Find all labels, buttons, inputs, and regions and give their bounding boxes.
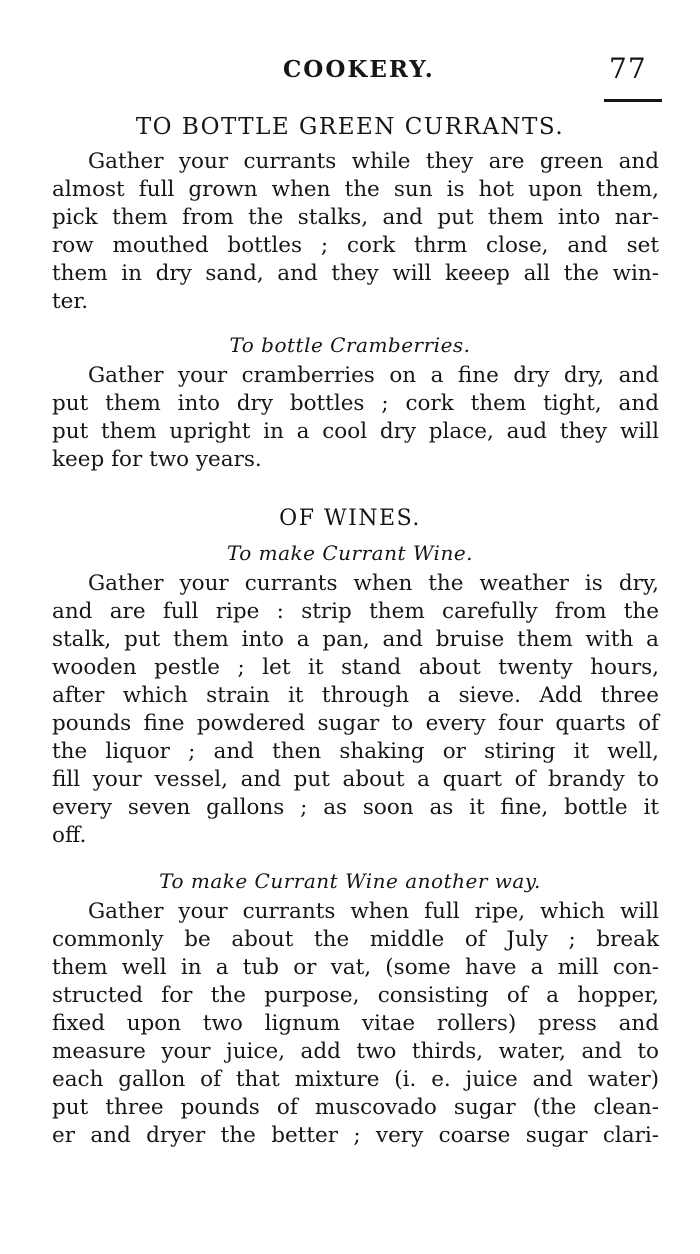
text-line: er and dryer the better ; very coarse sugar clari- <box>52 1123 659 1148</box>
text-line: every seven gallons ; as soon as it fine, bottle it <box>52 795 659 820</box>
text-line: row mouthed bottles ; cork thrm close, and set <box>52 233 659 258</box>
text-line: and are full ripe : strip them carefully from the <box>52 599 659 624</box>
text-line: off. <box>52 823 87 848</box>
subheading-currant-wine: To make Currant Wine. <box>226 541 474 565</box>
text-line: ter. <box>52 289 89 314</box>
text-line: almost full grown when the sun is hot upon them, <box>52 177 659 202</box>
text-line: fixed upon two lignum vitae rollers) press and <box>52 1011 659 1036</box>
text-line: put them into dry bottles ; cork them tight, and <box>52 391 659 416</box>
text-line: after which strain it through a sieve. Add three <box>52 683 659 708</box>
text-line: Gather your currants when full ripe, which will <box>88 899 659 924</box>
page-number: 77 <box>609 52 647 85</box>
running-title: COOKERY. <box>283 56 435 83</box>
text-line: the liquor ; and then shaking or stiring it well, <box>52 739 659 764</box>
text-line: Gather your currants while they are green and <box>88 149 659 174</box>
text-line: keep for two years. <box>52 447 262 472</box>
text-line: Gather your currants when the weather is dry, <box>88 571 659 596</box>
text-line: stalk, put them into a pan, and bruise them with a <box>52 627 659 652</box>
text-line: them in dry sand, and they will keeep all the win- <box>52 261 659 286</box>
heading-bottle-cramberries: To bottle Cramberries. <box>229 333 471 357</box>
text-line: put three pounds of muscovado sugar (the clean- <box>52 1095 659 1120</box>
text-line: structed for the purpose, consisting of a hopper, <box>52 983 659 1008</box>
header-rule <box>604 99 662 102</box>
text-line: wooden pestle ; let it stand about twenty hours, <box>52 655 659 680</box>
text-line: fill your vessel, and put about a quart of brandy to <box>52 767 659 792</box>
text-line: Gather your cramberries on a fine dry dry, and <box>88 363 659 388</box>
running-head <box>0 52 700 92</box>
heading-bottle-green-currants: TO BOTTLE GREEN CURRANTS. <box>135 114 565 140</box>
text-line: put them upright in a cool dry place, aud they will <box>52 419 659 444</box>
text-line: pick them from the stalks, and put them into nar- <box>52 205 659 230</box>
heading-currant-wine-another-way: To make Currant Wine another way. <box>159 869 541 893</box>
text-line: measure your juice, add two thirds, water, and to <box>52 1039 659 1064</box>
text-line: them well in a tub or vat, (some have a mill con- <box>52 955 659 980</box>
text-line: pounds fine powdered sugar to every four quarts of <box>52 711 659 736</box>
text-line: commonly be about the middle of July ; break <box>52 927 659 952</box>
text-line: each gallon of that mixture (i. e. juice and water) <box>52 1067 659 1092</box>
heading-of-wines: OF WINES. <box>279 506 421 531</box>
